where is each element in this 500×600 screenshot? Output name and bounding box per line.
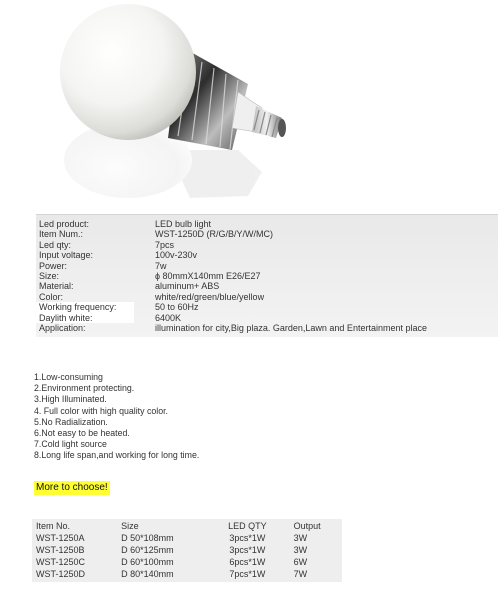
led-bulb-image: [0, 0, 500, 212]
spec-label: Item Num.:: [39, 229, 84, 240]
feature-item: 5.No Radialization.: [34, 416, 108, 427]
feature-item: 2.Environment protecting.: [34, 383, 135, 394]
header-item-no: Item No.: [36, 521, 71, 531]
feature-item: 4. Full color with high quality color.: [34, 405, 168, 416]
spacer: [134, 302, 155, 312]
cell-output: 7W: [293, 569, 308, 579]
spec-row-input-voltage: [36, 250, 498, 260]
spec-value: illumination for city,Big plaza. Garden,Lawn and Entertainment place: [155, 322, 427, 333]
spec-value: 7w: [155, 260, 167, 271]
cell-led-qty: 3pcs*1W: [229, 545, 266, 555]
spec-row-size: [36, 271, 498, 281]
header-output: Output: [293, 521, 321, 531]
cell-size: D 60*100mm: [121, 557, 174, 567]
header-size: Size: [121, 521, 139, 531]
cell-size: D 60*125mm: [121, 545, 174, 555]
feature-item: 8.Long life span,and working for long time.: [34, 450, 200, 461]
spec-label: Led qty:: [39, 239, 72, 250]
spec-label: Input voltage:: [39, 250, 94, 261]
spec-value: aluminum+ ABS: [155, 281, 220, 292]
spec-label: Material:: [39, 281, 74, 292]
spec-value: 100v-230v: [155, 250, 198, 261]
table-row: [32, 544, 342, 556]
cell-size: D 50*108mm: [121, 533, 174, 543]
cell-item-no: WST-1250A: [36, 533, 85, 543]
header-led-qty: LED QTY: [228, 521, 267, 531]
spec-row-color: [36, 292, 498, 302]
feature-item: 7.Cold light source: [34, 439, 107, 450]
spec-value: 50 to 60Hz: [155, 302, 199, 313]
cell-item-no: WST-1250B: [36, 545, 85, 555]
models-header-row: [32, 520, 342, 532]
spec-label: Daylith white:: [36, 313, 134, 323]
spec-value: 7pcs: [155, 239, 175, 250]
spec-label: Color:: [39, 291, 64, 302]
table-row: [32, 568, 342, 580]
spec-row-led-qty: [36, 240, 498, 250]
cell-output: 6W: [293, 557, 308, 567]
feature-item: 3.High Illuminated.: [34, 394, 107, 405]
spec-row-led-product: [36, 219, 498, 229]
cell-led-qty: 6pcs*1W: [229, 557, 266, 567]
spec-label: Size:: [39, 270, 60, 281]
spec-value: WST-1250D (R/G/B/Y/W/MC): [155, 229, 274, 240]
models-table: [32, 519, 342, 582]
spacer: [134, 313, 155, 323]
cell-output: 3W: [293, 545, 308, 555]
spec-label: Working frequency:: [36, 302, 134, 312]
spec-label: Power:: [39, 260, 68, 271]
spec-label: Led product:: [39, 219, 90, 229]
cell-led-qty: 7pcs*1W: [229, 569, 266, 579]
cell-item-no: WST-1250C: [36, 557, 86, 567]
spec-row-working-frequency: [36, 302, 498, 312]
spec-value: 6400K: [155, 312, 182, 323]
product-photo: [0, 0, 500, 212]
spec-row-power: [36, 261, 498, 271]
cell-output: 3W: [293, 533, 308, 543]
spec-row-daylight-white: [36, 313, 498, 323]
spec-row-application: [36, 323, 498, 333]
more-to-choose-label: More to choose!: [36, 482, 108, 493]
spec-label: Application:: [39, 322, 86, 333]
feature-item: 6.Not easy to be heated.: [34, 428, 130, 439]
table-row: [32, 532, 342, 544]
cell-item-no: WST-1250D: [36, 569, 86, 579]
spec-row-material: [36, 281, 498, 291]
feature-item: 1.Low-consuming: [34, 372, 103, 382]
spec-value: LED bulb light: [155, 219, 212, 229]
spec-value: white/red/green/blue/yellow: [155, 291, 265, 302]
table-row: [32, 556, 342, 568]
spec-table: [36, 214, 498, 337]
feature-list: [34, 372, 474, 462]
cell-size: D 80*140mm: [121, 569, 174, 579]
spec-row-item-num: [36, 229, 498, 239]
cell-led-qty: 3pcs*1W: [229, 533, 266, 543]
spec-value: ɸ 80mmX140mm E26/E27: [155, 270, 261, 281]
